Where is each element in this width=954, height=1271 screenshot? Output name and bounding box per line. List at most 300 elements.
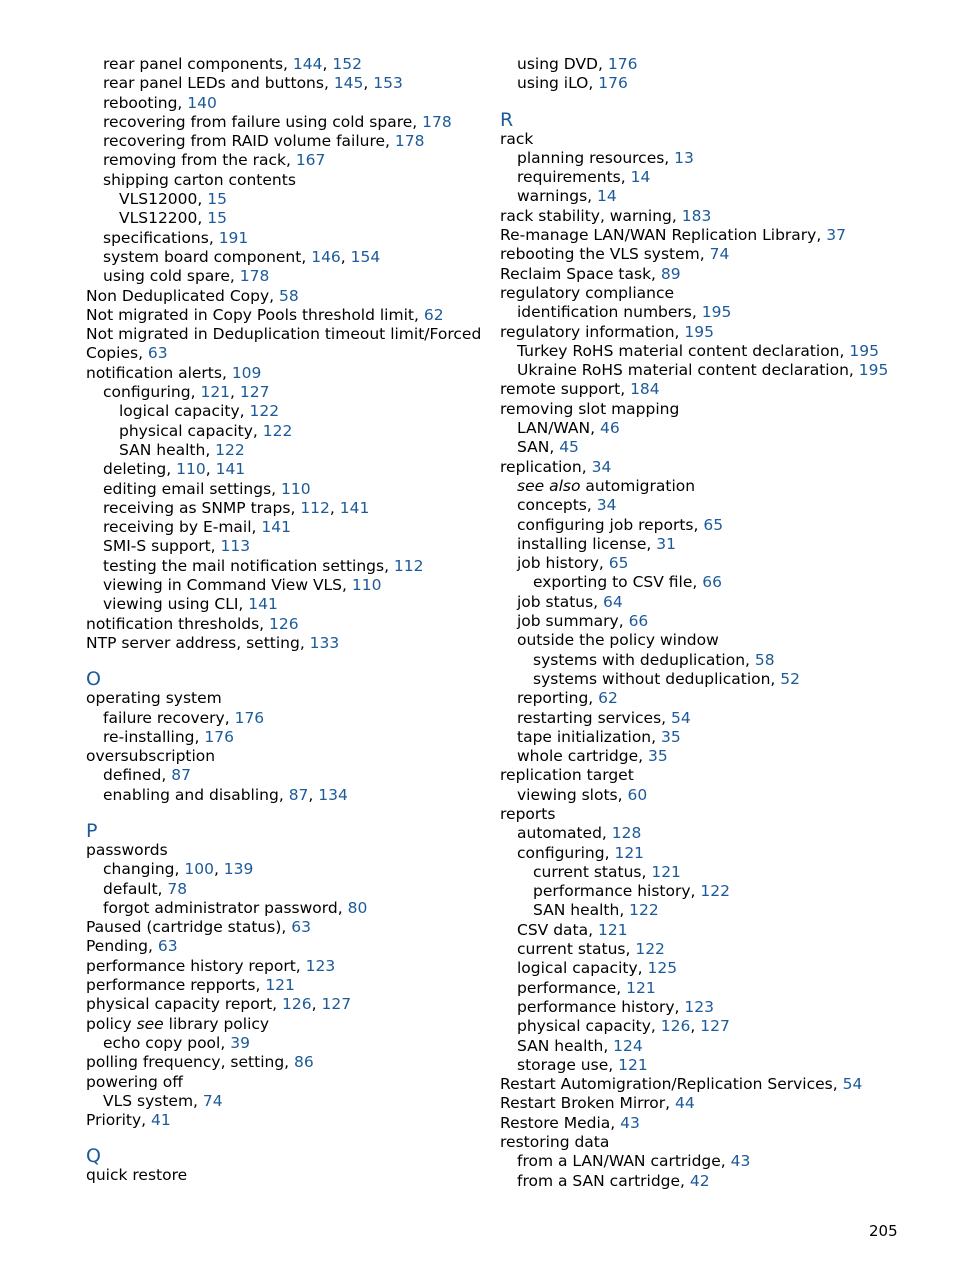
index-entry-replication	[500, 458, 920, 477]
page-link[interactable]: 86	[294, 1053, 314, 1072]
index-entry-systems-with-deduplication	[500, 651, 920, 670]
page-link[interactable]: 123	[684, 997, 714, 1016]
entry-term: Re-manage LAN/WAN Replication Library,	[500, 226, 827, 245]
entry-term: oversubscription	[86, 747, 216, 766]
entry-term: job history,	[517, 554, 609, 573]
entry-term: configuring,	[103, 383, 201, 402]
index-entry-using-dvd	[500, 55, 920, 74]
entry-term: recovering from failure using cold spare,	[103, 112, 423, 131]
entry-term: system board component,	[103, 247, 312, 266]
index-entry-shipping-carton-contents	[86, 171, 486, 190]
entry-term: replication,	[500, 457, 592, 476]
section-letter-p: P	[86, 819, 98, 842]
page-link[interactable]: 112	[393, 556, 424, 575]
entry-term: performance repports,	[86, 976, 266, 995]
entry-term: CSV data,	[517, 920, 598, 939]
page-link[interactable]: 110	[176, 460, 206, 479]
entry-term: Restart Broken Mirror,	[500, 1094, 676, 1113]
page-number: 205	[869, 1222, 898, 1240]
index-entry-job-history	[500, 554, 920, 573]
entry-term: job status,	[517, 592, 604, 611]
entry-term: LAN/WAN,	[517, 419, 600, 438]
page-link[interactable]: 124	[613, 1036, 643, 1055]
index-entry-planning-resources	[500, 149, 920, 168]
entry-term: Reclaim Space task,	[500, 264, 661, 283]
page-link[interactable]: 78	[167, 879, 188, 898]
entry-term: editing email settings,	[103, 479, 281, 498]
page-link[interactable]: 176	[598, 74, 628, 93]
index-entry-physical-capacity-report: physical capacity report, 126, 127	[86, 995, 352, 1014]
entry-term: rack	[500, 129, 534, 148]
index-entry-quick-restore	[86, 1166, 486, 1185]
index-entry-re-installing	[86, 728, 486, 747]
page-link[interactable]: 112	[300, 498, 330, 517]
page-link[interactable]: 43	[730, 1152, 751, 1171]
index-entry-job-summary	[500, 612, 920, 631]
page-link[interactable]: 122	[249, 402, 280, 421]
entry-term: rebooting the VLS system,	[500, 245, 710, 264]
index-entry-rebooting	[86, 94, 486, 113]
entry-term: testing the mail notification settings,	[103, 556, 394, 575]
index-entry-performance	[500, 979, 920, 998]
page-link[interactable]: 195	[701, 303, 732, 322]
page-link[interactable]: 89	[660, 264, 681, 283]
page-link[interactable]: 178	[239, 267, 270, 286]
entry-term: systems without deduplication,	[533, 669, 781, 688]
index-entry-configuring	[500, 844, 920, 863]
page-link[interactable]: 121	[651, 862, 681, 881]
entry-term: operating system	[86, 689, 222, 708]
entry-term: rack stability, warning,	[500, 206, 682, 225]
page-link[interactable]: 126	[282, 995, 312, 1014]
index-entry-lan-wan	[500, 419, 920, 438]
index-entry-tape-initialization	[500, 728, 920, 747]
entry-term: using cold spare,	[103, 267, 240, 286]
page-link[interactable]: 121	[626, 978, 656, 997]
index-entry-logical-capacity	[86, 402, 486, 421]
index-entry-physical-capacity: physical capacity, 126, 127	[517, 1017, 730, 1036]
page-link[interactable]: 80	[347, 898, 368, 917]
page-link[interactable]: 183	[681, 206, 712, 225]
page-link[interactable]: 126	[660, 1017, 691, 1036]
index-entry-warnings	[500, 187, 920, 206]
page-link[interactable]: 178	[394, 132, 425, 151]
page-link[interactable]: 110	[351, 576, 382, 595]
see-reference: see also	[517, 476, 581, 495]
index-entry-not-migrated-in-copy-pools-threshold-lim	[86, 306, 486, 325]
entry-term: notification thresholds,	[86, 614, 270, 633]
page-link[interactable]: 44	[675, 1094, 695, 1113]
index-entry-operating-system	[86, 689, 486, 708]
entry-term: requirements,	[517, 168, 631, 187]
page-link[interactable]: 45	[559, 438, 579, 457]
index-entry-rack	[500, 130, 920, 149]
entry-term: recovering from RAID volume failure,	[103, 132, 395, 151]
entry-term: current status,	[533, 862, 652, 881]
page-link[interactable]: 126	[269, 614, 299, 633]
index-entry-outside-the-policy-window	[500, 631, 920, 650]
entry-term: physical capacity report,	[86, 995, 283, 1014]
page-link[interactable]: 127	[239, 383, 270, 402]
index-entry-receiving-by-e-mail	[86, 518, 486, 537]
index-entry-vls12200	[86, 209, 486, 228]
page-link[interactable]: 35	[661, 727, 681, 746]
entry-term: SAN,	[517, 438, 560, 457]
index-entry-ukraine-rohs-material-content-declaratio	[500, 361, 920, 380]
index-entry-san-health	[500, 901, 920, 920]
page-link[interactable]: 154	[350, 247, 381, 266]
index-entry-rear-panel-components: rear panel components, 144, 152	[103, 55, 362, 73]
index-entry-replication-target	[500, 766, 920, 785]
entry-term: warnings,	[517, 187, 597, 206]
page-link[interactable]: 128	[611, 824, 642, 843]
section-letter-q: Q	[86, 1145, 101, 1168]
index-entry-reports	[500, 805, 920, 824]
index-entry-san	[500, 438, 920, 457]
index-entry-from-a-san-cartridge	[500, 1172, 920, 1191]
page-link[interactable]: 191	[218, 228, 249, 247]
index-entry-concepts	[500, 496, 920, 515]
entry-term: deleting,	[103, 460, 177, 479]
page-link[interactable]: 113	[220, 537, 251, 556]
page-link[interactable]: 74	[202, 1091, 223, 1110]
index-entry-reclaim-space-task	[500, 265, 920, 284]
index-entry-forgot-administrator-password	[86, 899, 486, 918]
index-entry-regulatory-information	[500, 323, 920, 342]
page-link[interactable]: 14	[630, 168, 651, 187]
page-link[interactable]: 110	[281, 479, 311, 498]
entry-term: outside the policy window	[517, 631, 719, 650]
index-entry-automated	[500, 824, 920, 843]
entry-term: rear panel components,	[103, 55, 293, 73]
page-link[interactable]: 14	[597, 187, 617, 206]
index-entry-vls12000	[86, 190, 486, 209]
page-link[interactable]: 60	[627, 785, 648, 804]
index-column-right	[500, 55, 920, 1191]
page-link[interactable]: 121	[614, 843, 645, 862]
entry-term: echo copy pool,	[103, 1033, 231, 1052]
entry-term: SMI-S support,	[103, 537, 221, 556]
entry-term: exporting to CSV file,	[533, 573, 703, 592]
entry-term: Ukraine RoHS material content declaration,	[517, 361, 859, 380]
index-entry-performance-repports	[86, 976, 486, 995]
page-link[interactable]: 121	[265, 976, 295, 995]
page-link[interactable]: 52	[780, 669, 801, 688]
entry-term: installing license,	[517, 534, 657, 553]
page-link[interactable]: 122	[262, 421, 293, 440]
page-link[interactable]: 35	[647, 747, 668, 766]
entry-term: notification alerts,	[86, 363, 232, 382]
page-link[interactable]: 34	[596, 496, 617, 515]
index-entry-recovering-from-raid-volume-failure	[86, 132, 486, 151]
entry-term: polling frequency, setting,	[86, 1053, 295, 1072]
entry-term: passwords	[86, 840, 168, 859]
entry-term: Not migrated in Deduplication timeout limit/Forced Copies,	[86, 325, 482, 363]
page-link[interactable]: 63	[147, 344, 168, 363]
page-link[interactable]: 66	[702, 573, 722, 592]
page-link[interactable]: 127	[700, 1017, 730, 1036]
index-entry-configuring-job-reports	[500, 516, 920, 535]
entry-term: restarting services,	[517, 708, 672, 727]
page-link[interactable]: 65	[703, 515, 724, 534]
index-entry-logical-capacity	[500, 959, 920, 978]
entry-term: configuring,	[517, 843, 615, 862]
index-entry-ntp-server-address-setting	[86, 634, 486, 653]
index-entry-viewing-using-cli	[86, 595, 486, 614]
page-link[interactable]: 176	[234, 708, 265, 727]
page-link[interactable]: 65	[608, 554, 629, 573]
index-entry-removing-from-the-rack	[86, 151, 486, 170]
page-link[interactable]: 167	[295, 151, 326, 170]
entry-term: storage use,	[517, 1055, 619, 1074]
index-entry-current-status	[500, 863, 920, 882]
page-link[interactable]: 54	[671, 708, 691, 727]
page-link[interactable]: 41	[151, 1111, 171, 1130]
entry-term: removing slot mapping	[500, 399, 680, 418]
entry-term: re-installing,	[103, 727, 205, 746]
index-entry-using-ilo	[500, 74, 920, 93]
index-entry-smi-s-support	[86, 537, 486, 556]
index-entry-not-migrated-in-deduplication-timeout-li	[86, 325, 486, 364]
page-link[interactable]: 15	[207, 190, 227, 209]
index-entry-configuring: configuring, 121, 127	[103, 383, 270, 402]
entry-term: automated,	[517, 824, 612, 843]
index-entry-storage-use	[500, 1056, 920, 1075]
entry-term: identification numbers,	[517, 303, 702, 322]
index-entry-current-status	[500, 940, 920, 959]
page-link[interactable]: 63	[157, 937, 178, 956]
page-link[interactable]: 58	[754, 650, 775, 669]
entry-term: current status,	[517, 940, 636, 959]
index-entry-restoring-data	[500, 1133, 920, 1152]
entry-term: forgot administrator password,	[103, 898, 348, 917]
entry-term: remote support,	[500, 380, 631, 399]
page-link[interactable]: 109	[231, 363, 262, 382]
page-link[interactable]: 15	[207, 209, 227, 228]
page-link[interactable]: 58	[279, 286, 299, 305]
page-link[interactable]: 127	[321, 995, 352, 1014]
entry-term: rebooting,	[103, 93, 188, 112]
entry-term: VLS system,	[103, 1091, 203, 1110]
index-entry-performance-history	[500, 998, 920, 1017]
page-link[interactable]: 122	[635, 940, 665, 959]
entry-term: job summary,	[517, 612, 629, 631]
page-link[interactable]: 125	[647, 959, 678, 978]
page-link[interactable]: 100	[184, 860, 214, 879]
index-entry-enabling-and-disabling: enabling and disabling, 87, 134	[103, 785, 348, 804]
entry-term: VLS12000,	[119, 190, 208, 209]
index-entry-restarting-services	[500, 709, 920, 728]
page-link[interactable]: 62	[598, 689, 618, 708]
entry-term: shipping carton contents	[103, 170, 296, 189]
entry-term: quick restore	[86, 1166, 188, 1185]
page-link[interactable]: 121	[618, 1055, 648, 1074]
entry-term: restoring data	[500, 1133, 610, 1152]
page-link[interactable]: 43	[620, 1113, 640, 1132]
entry-term: systems with deduplication,	[533, 650, 755, 669]
page-link[interactable]: 146	[311, 247, 341, 266]
page-link[interactable]: 152	[332, 55, 362, 73]
page-link[interactable]: 122	[700, 882, 730, 901]
entry-term: Pending,	[86, 937, 158, 956]
page-link[interactable]: 121	[597, 920, 628, 939]
index-entry-changing: changing, 100, 139	[103, 860, 254, 879]
index-entry-exporting-to-csv-file	[500, 573, 920, 592]
index-entry-notification-thresholds	[86, 615, 486, 634]
page-link[interactable]: 87	[171, 766, 191, 785]
entry-term: viewing slots,	[517, 785, 628, 804]
index-entry-from-a-lan-wan-cartridge	[500, 1152, 920, 1171]
page-link[interactable]: 123	[305, 956, 336, 975]
entry-term: performance history,	[517, 997, 685, 1016]
page-link[interactable]: 63	[291, 918, 311, 937]
entry-term: regulatory compliance	[500, 283, 675, 302]
page-link[interactable]: 141	[261, 518, 291, 537]
index-entry-requirements	[500, 168, 920, 187]
entry-term: using iLO,	[517, 74, 599, 93]
index-entry-echo-copy-pool	[86, 1034, 486, 1053]
entry-term: configuring job reports,	[517, 515, 704, 534]
see-target: automigration	[580, 476, 696, 495]
page-link[interactable]: 66	[628, 612, 649, 631]
page-link[interactable]: 141	[215, 460, 246, 479]
page-link[interactable]: 46	[599, 419, 620, 438]
page-link[interactable]: 121	[200, 383, 231, 402]
page-link[interactable]: 195	[849, 341, 879, 360]
page-link[interactable]: 13	[674, 148, 694, 167]
entry-term: from a SAN cartridge,	[517, 1171, 690, 1190]
entry-term: receiving by E-mail,	[103, 518, 262, 537]
index-entry-using-cold-spare	[86, 267, 486, 286]
page-link[interactable]: 122	[215, 440, 245, 459]
page-link[interactable]: 176	[607, 55, 638, 73]
entry-term: viewing using CLI,	[103, 595, 249, 614]
index-entry-oversubscription	[86, 747, 486, 766]
entry-term: replication target	[500, 766, 634, 785]
entry-term: Restore Media,	[500, 1113, 621, 1132]
index-entry-notification-alerts	[86, 364, 486, 383]
entry-term: Turkey RoHS material content declaration,	[517, 341, 850, 360]
index-entry-paused-cartridge-status	[86, 918, 486, 937]
page-link[interactable]: 34	[591, 457, 612, 476]
index-entry-san-health	[500, 1037, 920, 1056]
entry-term: regulatory information,	[500, 322, 685, 341]
page-link[interactable]: 176	[204, 727, 234, 746]
index-entry-performance-history	[500, 882, 920, 901]
index-entry-rear-panel-leds-and-buttons: rear panel LEDs and buttons, 145, 153	[103, 74, 403, 93]
index-entry-san-health	[86, 441, 486, 460]
page-link[interactable]: 62	[423, 305, 444, 324]
entry-term: removing from the rack,	[103, 151, 296, 170]
entry-term: whole cartridge,	[517, 747, 648, 766]
page-link[interactable]: 74	[709, 245, 730, 264]
index-entry-re-manage-lan-wan-replication-library	[500, 226, 920, 245]
see-reference: see	[136, 1014, 164, 1033]
page-link[interactable]: 140	[187, 93, 217, 112]
page-link[interactable]: 37	[826, 226, 846, 245]
index-entry-viewing-slots	[500, 786, 920, 805]
page-link[interactable]: 134	[318, 785, 348, 804]
page-link[interactable]: 139	[223, 860, 254, 879]
section-letter-r: R	[500, 108, 514, 131]
index-entry-passwords	[86, 841, 486, 860]
entry-term: enabling and disabling,	[103, 785, 289, 804]
entry-term: Restart Automigration/Replication Services,	[500, 1075, 843, 1094]
entry-term: reporting,	[517, 689, 599, 708]
page-link[interactable]: 64	[603, 592, 623, 611]
page-link[interactable]: 153	[373, 74, 403, 93]
entry-term: Paused (cartridge status),	[86, 918, 292, 937]
index-entry-regulatory-compliance	[500, 284, 920, 303]
entry-term: powering off	[86, 1072, 183, 1091]
index-entry-powering-off	[86, 1073, 486, 1092]
entry-term: policy	[86, 1014, 137, 1033]
index-entry-rebooting-the-vls-system	[500, 245, 920, 264]
see-target: library policy	[163, 1014, 270, 1033]
index-entry-viewing-in-command-view-vls	[86, 576, 486, 595]
index-entry-pending	[86, 937, 486, 956]
page-link[interactable]: 133	[309, 633, 340, 652]
index-entry-performance-history-report	[86, 957, 486, 976]
page-link[interactable]: 184	[630, 380, 660, 399]
index-entry-rack-stability-warning	[500, 207, 920, 226]
index-entry-specifications	[86, 229, 486, 248]
entry-term: Not migrated in Copy Pools threshold limit,	[86, 305, 424, 324]
index-entry-polling-frequency-setting	[86, 1053, 486, 1072]
entry-term: performance history report,	[86, 956, 306, 975]
page-link[interactable]: 195	[684, 322, 714, 341]
page-link[interactable]: 195	[858, 361, 889, 380]
index-entry-turkey-rohs-material-content-declaration	[500, 342, 920, 361]
page-link[interactable]: 31	[656, 534, 676, 553]
entry-term: Priority,	[86, 1111, 152, 1130]
entry-term: logical capacity,	[517, 959, 648, 978]
page-link[interactable]: 145	[333, 74, 364, 93]
index-entry-restart-broken-mirror	[500, 1094, 920, 1113]
page-link[interactable]: 39	[230, 1033, 250, 1052]
page-link[interactable]: 42	[689, 1171, 710, 1190]
entry-term: concepts,	[517, 496, 597, 515]
entry-term: rear panel LEDs and buttons,	[103, 74, 334, 93]
page-link[interactable]: 122	[629, 901, 659, 920]
entry-term: reports	[500, 804, 556, 823]
page-link[interactable]: 141	[339, 498, 370, 517]
index-entry-whole-cartridge	[500, 747, 920, 766]
entry-term: failure recovery,	[103, 708, 235, 727]
index-entry-default	[86, 880, 486, 899]
page-link[interactable]: 178	[422, 112, 452, 131]
index-entry-physical-capacity	[86, 422, 486, 441]
page-link[interactable]: 144	[292, 55, 323, 73]
index-entry-policy-library-policy	[86, 1015, 486, 1034]
entry-term: tape initialization,	[517, 727, 661, 746]
entry-term: from a LAN/WAN cartridge,	[517, 1152, 731, 1171]
index-entry-removing-slot-mapping	[500, 400, 920, 419]
index-entry-priority	[86, 1111, 486, 1130]
index-entry-automigration	[500, 477, 920, 496]
page-link[interactable]: 54	[842, 1075, 863, 1094]
page-link[interactable]: 141	[248, 595, 278, 614]
entry-term: physical capacity,	[119, 421, 263, 440]
entry-term: Non Deduplicated Copy,	[86, 286, 279, 305]
index-entry-editing-email-settings	[86, 480, 486, 499]
index-entry-testing-the-mail-notification-settings	[86, 557, 486, 576]
index-entry-recovering-from-failure-using-cold-spare	[86, 113, 486, 132]
entry-term: SAN health,	[517, 1036, 614, 1055]
entry-term: VLS12200,	[119, 209, 208, 228]
index-entry-restart-automigration-replication-servic	[500, 1075, 920, 1094]
page-link[interactable]: 87	[288, 785, 309, 804]
